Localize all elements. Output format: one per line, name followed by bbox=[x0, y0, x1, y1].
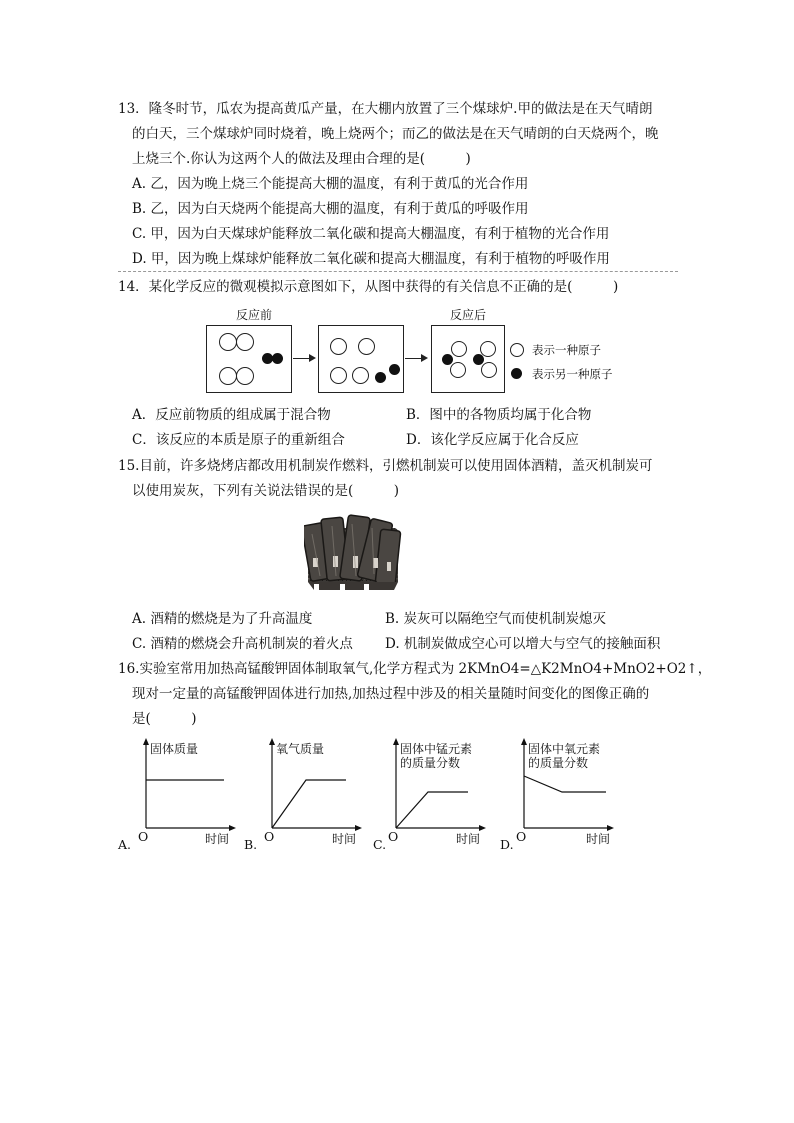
q16-stem-line3: 是( ) bbox=[132, 711, 197, 727]
reaction-arrow-2 bbox=[405, 358, 426, 359]
open-atom bbox=[236, 367, 254, 385]
reaction-box-middle bbox=[318, 325, 404, 393]
open-atom bbox=[330, 338, 347, 355]
graph-c-ylabel-line2: 的质量分数 bbox=[400, 756, 461, 770]
graph-d-ylabel-line2: 的质量分数 bbox=[528, 756, 589, 770]
legend-open-atom-text: 表示一种原子 bbox=[532, 343, 601, 357]
open-atom bbox=[481, 362, 497, 378]
open-atom bbox=[219, 367, 237, 385]
reaction-box-after bbox=[431, 325, 505, 393]
reaction-box-before bbox=[206, 325, 292, 393]
open-atom bbox=[219, 333, 237, 351]
open-atom bbox=[480, 341, 496, 357]
filled-atom bbox=[272, 353, 283, 364]
graph-d-letter: D. bbox=[500, 837, 514, 852]
graph-c-letter: C. bbox=[373, 837, 387, 852]
graph-d-xlabel: 时间 bbox=[586, 832, 611, 846]
graph-b-curve bbox=[272, 780, 346, 828]
graph-d-curve bbox=[524, 776, 606, 792]
graph-b-xlabel: 时间 bbox=[332, 832, 357, 846]
q15-option-b: B. 炭灰可以隔绝空气而使机制炭熄灭 bbox=[385, 611, 607, 627]
q16-stem-line1: 16.实验室常用加热高锰酸钾固体制取氧气,化学方程式为 2KMnO4=△K2MnO4+MnO2+O2↑， bbox=[118, 661, 712, 677]
q16-stem-line2: 现对一定量的高锰酸钾固体进行加热,加热过程中涉及的相关量随时间变化的图像正确的 bbox=[132, 686, 650, 702]
q14-option-c: C．该反应的本质是原子的重新组合 bbox=[132, 432, 345, 448]
graph-d-origin: O bbox=[516, 829, 527, 844]
graph-c-origin: O bbox=[388, 829, 399, 844]
q15-option-a: A. 酒精的燃烧是为了升高温度 bbox=[132, 611, 313, 627]
reaction-arrow-1 bbox=[293, 358, 314, 359]
graph-c-plot bbox=[388, 736, 488, 832]
charcoal-briquettes-image bbox=[304, 510, 402, 596]
legend-filled-atom-icon bbox=[511, 368, 522, 379]
label-before-reaction: 反应前 bbox=[236, 308, 273, 322]
legend-filled-atom-text: 表示另一种原子 bbox=[532, 367, 613, 381]
graph-c-xlabel: 时间 bbox=[456, 832, 481, 846]
graph-a-origin: O bbox=[138, 829, 149, 844]
graph-a-plot bbox=[138, 736, 238, 832]
graph-d-ylabel: 固体中氧元素 bbox=[528, 742, 601, 756]
q14-option-a: A．反应前物质的组成属于混合物 bbox=[132, 407, 331, 423]
graph-b-plot bbox=[264, 736, 364, 832]
q15-stem-line2: 以使用炭灰，下列有关说法错误的是( ) bbox=[132, 483, 400, 499]
graph-b-origin: O bbox=[264, 829, 275, 844]
open-atom bbox=[358, 338, 375, 355]
filled-atom bbox=[375, 372, 386, 383]
open-atom bbox=[352, 367, 369, 384]
open-atom bbox=[236, 333, 254, 351]
graph-c-ylabel: 固体中锰元素 bbox=[400, 742, 473, 756]
q13-stem-line3: 上烧三个.你认为这两个人的做法及理由合理的是( ) bbox=[132, 151, 471, 167]
q14-option-b: B．图中的各物质均属于化合物 bbox=[406, 407, 592, 423]
q14-stem: 14．某化学反应的微观模拟示意图如下，从图中获得的有关信息不正确的是( ) bbox=[118, 279, 619, 295]
open-atom bbox=[451, 341, 467, 357]
graph-b-ylabel: 氧气质量 bbox=[276, 742, 325, 756]
graph-a-letter: A. bbox=[118, 837, 132, 852]
q13-option-c: C. 甲，因为白天煤球炉能释放二氧化碳和提高大棚温度，有利于植物的光合作用 bbox=[132, 226, 610, 242]
open-atom bbox=[450, 362, 466, 378]
graph-c-curve bbox=[396, 792, 468, 828]
q13-stem-line1: 13．隆冬时节，瓜农为提高黄瓜产量，在大棚内放置了三个煤球炉.甲的做法是在天气晴朗 bbox=[118, 101, 653, 117]
graph-a-xlabel: 时间 bbox=[205, 832, 230, 846]
open-atom bbox=[330, 367, 347, 384]
graph-d-plot bbox=[516, 736, 616, 832]
section-divider bbox=[118, 271, 678, 272]
q13-stem-line2: 的白天，三个煤球炉同时烧着，晚上烧两个；而乙的做法是在天气晴朗的白天烧两个，晚 bbox=[132, 126, 659, 142]
q15-stem-line1: 15.目前，许多烧烤店都改用机制炭作燃料，引燃机制炭可以使用固体酒精，盖灭机制炭可 bbox=[118, 458, 653, 474]
q13-option-d: D. 甲，因为晚上煤球炉能释放二氧化碳和提高大棚温度，有利于植物的呼吸作用 bbox=[132, 251, 610, 267]
q13-option-b: B. 乙，因为白天烧两个能提高大棚的温度，有利于黄瓜的呼吸作用 bbox=[132, 201, 529, 217]
graph-b-letter: B. bbox=[244, 837, 258, 852]
q13-option-a: A. 乙，因为晚上烧三个能提高大棚的温度，有利于黄瓜的光合作用 bbox=[132, 176, 529, 192]
filled-atom bbox=[389, 364, 400, 375]
legend-open-atom-icon bbox=[510, 343, 524, 357]
graph-a-ylabel: 固体质量 bbox=[150, 742, 199, 756]
q15-option-c: C. 酒精的燃烧会升高机制炭的着火点 bbox=[132, 636, 353, 652]
label-after-reaction: 反应后 bbox=[450, 308, 487, 322]
q15-option-d: D. 机制炭做成空心可以增大与空气的接触面积 bbox=[385, 636, 661, 652]
q14-option-d: D．该化学反应属于化合反应 bbox=[406, 432, 579, 448]
